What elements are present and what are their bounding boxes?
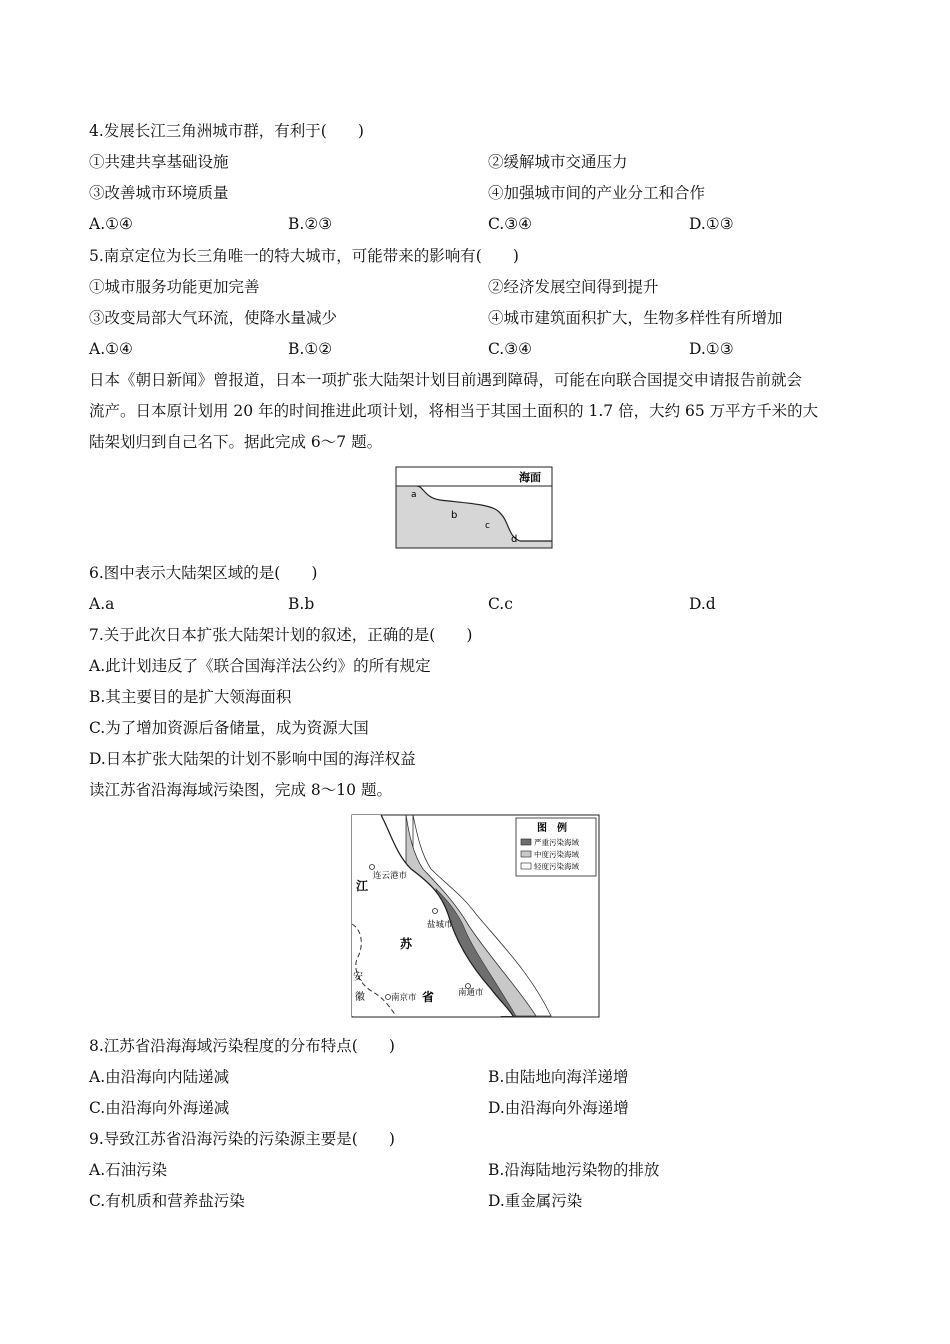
q7-choice-a: A.此计划违反了《联合国海洋法公约》的所有规定 <box>89 657 431 675</box>
q5-choice-a: A.①④ <box>89 340 133 358</box>
q9-choice-a: A.石油污染 <box>89 1161 168 1179</box>
q9-choice-b: B.沿海陆地污染物的排放 <box>488 1161 660 1179</box>
passage-2: 读江苏省沿海海域污染图，完成 8～10 题。 <box>89 781 392 799</box>
q4-item-3: ③改善城市环境质量 <box>89 184 229 202</box>
province-char-jiang: 江 <box>356 879 369 893</box>
jiangsu-pollution-map <box>351 814 600 1018</box>
yancheng-label: 盐城市 <box>427 920 453 930</box>
legend-title: 图 例 <box>537 823 567 834</box>
legend-label-light: 轻度污染海域 <box>534 862 579 871</box>
q5-item-3: ③改变局部大气环流，使降水量减少 <box>89 309 338 327</box>
q5-item-4: ④城市建筑面积扩大，生物多样性有所增加 <box>488 309 783 327</box>
q4-item-1: ①共建共享基础设施 <box>89 153 229 171</box>
q7-choice-b: B.其主要目的是扩大领海面积 <box>89 688 292 706</box>
legend-swatch-moderate <box>521 851 531 857</box>
q8-choice-a: A.由沿海向内陆递减 <box>89 1068 230 1086</box>
question-5-stem: 5.南京定位为长三角唯一的特大城市，可能带来的影响有( ) <box>89 247 519 265</box>
point-a-label: a <box>411 490 417 500</box>
q4-item-4: ④加强城市间的产业分工和合作 <box>488 184 706 202</box>
legend-label-severe: 严重污染海域 <box>534 838 579 847</box>
province-char-sheng: 省 <box>422 990 435 1004</box>
question-4-stem: 4.发展长江三角洲城市群，有利于( ) <box>89 122 364 140</box>
q5-item-2: ②经济发展空间得到提升 <box>488 278 659 296</box>
q4-choice-d: D.①③ <box>689 215 734 233</box>
sea-surface-label: 海面 <box>519 471 541 484</box>
continental-shelf-figure <box>395 466 553 550</box>
legend-swatch-light <box>521 863 531 869</box>
passage-line-2: 流产。日本原计划用 20 年的时间推进此项计划，将相当于其国土面积的 1.7 倍，大约 65 万平方千米的大 <box>89 402 819 420</box>
point-d-label: d <box>511 534 518 545</box>
q5-choice-b: B.①② <box>288 340 333 358</box>
legend-swatch-severe <box>521 839 531 845</box>
q4-choice-c: C.③④ <box>488 215 533 233</box>
q4-choice-a: A.①④ <box>89 215 133 233</box>
legend-label-moderate: 中度污染海域 <box>534 850 579 859</box>
q5-choice-c: C.③④ <box>488 340 533 358</box>
q7-choice-c: C.为了增加资源后备储量，成为资源大国 <box>89 719 369 737</box>
question-9-stem: 9.导致江苏省沿海污染的污染源主要是( ) <box>89 1130 395 1148</box>
q6-choice-a: A.a <box>89 595 115 613</box>
q8-choice-c: C.由沿海向外海递减 <box>89 1099 230 1117</box>
neighbor-char-an: 安 <box>353 972 363 983</box>
yancheng-marker <box>433 909 438 914</box>
lianyungang-label: 连云港市 <box>373 871 408 881</box>
nanjing-label: 南京市 <box>391 993 417 1003</box>
nanjing-marker <box>386 995 391 1000</box>
question-8-stem: 8.江苏省沿海海域污染程度的分布特点( ) <box>89 1037 395 1055</box>
q4-item-2: ②缓解城市交通压力 <box>488 153 628 171</box>
point-c-label: c <box>485 521 490 531</box>
q6-choice-c: C.c <box>488 595 513 613</box>
q6-choice-d: D.d <box>689 595 716 613</box>
point-b-label: b <box>451 510 458 521</box>
q5-item-1: ①城市服务功能更加完善 <box>89 278 260 296</box>
seabed-area <box>396 486 552 548</box>
q7-choice-d: D.日本扩张大陆架的计划不影响中国的海洋权益 <box>89 750 416 768</box>
q8-choice-b: B.由陆地向海洋递增 <box>488 1068 629 1086</box>
q9-choice-d: D.重金属污染 <box>488 1192 583 1210</box>
q5-choice-d: D.①③ <box>689 340 734 358</box>
question-7-stem: 7.关于此次日本扩张大陆架计划的叙述，正确的是( ) <box>89 626 473 644</box>
nantong-label: 南通市 <box>458 988 484 998</box>
question-6-stem: 6.图中表示大陆架区域的是( ) <box>89 564 318 582</box>
neighbor-char-hui: 徽 <box>355 992 365 1003</box>
province-char-su: 苏 <box>400 937 413 951</box>
passage-line-1: 日本《朝日新闻》曾报道，日本一项扩张大陆架计划目前遇到障碍，可能在向联合国提交申请报告前就会 <box>89 371 803 389</box>
q9-choice-c: C.有机质和营养盐污染 <box>89 1192 245 1210</box>
passage-line-3: 陆架划归到自己名下。据此完成 6～7 题。 <box>89 433 383 451</box>
lianyungang-marker <box>370 865 375 870</box>
q8-choice-d: D.由沿海向外海递增 <box>488 1099 629 1117</box>
q4-choice-b: B.②③ <box>288 215 333 233</box>
q6-choice-b: B.b <box>288 595 315 613</box>
